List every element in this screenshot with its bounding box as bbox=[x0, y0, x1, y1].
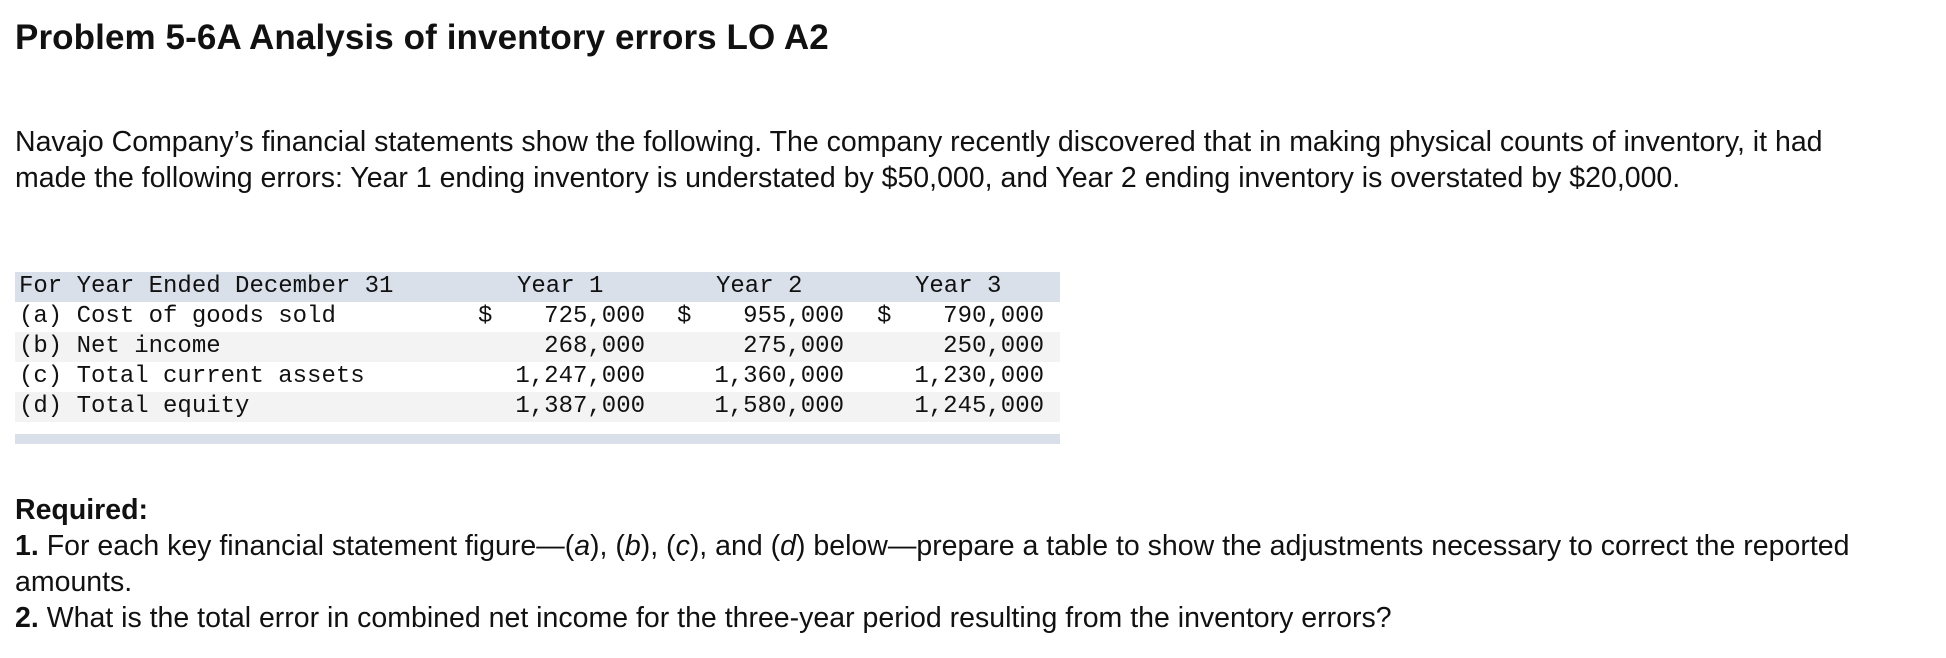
problem-title: Problem 5-6A Analysis of inventory errors LO A2 bbox=[15, 18, 829, 57]
item-number: 1. bbox=[15, 530, 39, 562]
financial-data-table bbox=[15, 272, 1060, 444]
value-year1: 1,387,000 bbox=[515, 393, 645, 420]
value-year1: 268,000 bbox=[544, 333, 645, 360]
value-year1: 725,000 bbox=[544, 303, 645, 330]
value-year3: 790,000 bbox=[943, 303, 1044, 330]
required-heading: Required: bbox=[15, 494, 149, 526]
required-section bbox=[15, 492, 1935, 636]
item-text: For each key financial statement figure—( bbox=[38, 530, 575, 562]
row-label: (c) Total current assets bbox=[19, 363, 365, 390]
value-year1: 1,247,000 bbox=[515, 363, 645, 390]
row-label: (b) Net income bbox=[19, 333, 221, 360]
value-year2: 955,000 bbox=[743, 303, 844, 330]
header-label: For Year Ended December 31 bbox=[19, 273, 394, 300]
value-year2: 1,360,000 bbox=[714, 363, 844, 390]
table-row-total-equity bbox=[15, 392, 1060, 422]
value-year3: 1,245,000 bbox=[914, 393, 1044, 420]
header-year1: Year 1 bbox=[517, 273, 604, 300]
table-footer-bar bbox=[15, 434, 1060, 444]
row-label: (d) Total equity bbox=[19, 393, 250, 420]
value-year2: 1,580,000 bbox=[714, 393, 844, 420]
item-text: ), and ( bbox=[689, 530, 781, 562]
table-row-net-income bbox=[15, 332, 1060, 362]
item-text: ), ( bbox=[590, 530, 625, 562]
figure-letter: d bbox=[780, 530, 796, 562]
problem-intro: Navajo Company’s financial statements show the following. The company recently discovered that in making physical counts of inventory, it had made the following errors: Year 1 ending inventory is understated by $50,000, and Year 2 ending inventory is overstated by $20,000. bbox=[15, 126, 1823, 194]
table-row-total-current-assets bbox=[15, 362, 1060, 392]
item-number: 2. bbox=[15, 602, 39, 634]
table-header-row bbox=[15, 272, 1060, 302]
item-text: ), ( bbox=[640, 530, 676, 562]
item-text: What is the total error in combined net income for the three-year period resulting from the inventory errors? bbox=[38, 602, 1392, 634]
figure-letter: b bbox=[624, 530, 641, 562]
figure-letter: a bbox=[574, 530, 591, 562]
required-item-2 bbox=[15, 600, 1935, 636]
header-year2: Year 2 bbox=[716, 273, 803, 300]
currency-symbol: $ bbox=[877, 303, 892, 330]
table-row-cost-of-goods-sold bbox=[15, 302, 1060, 332]
currency-symbol: $ bbox=[478, 303, 493, 330]
row-label: (a) Cost of goods sold bbox=[19, 303, 336, 330]
value-year3: 250,000 bbox=[943, 333, 1044, 360]
currency-symbol: $ bbox=[677, 303, 692, 330]
value-year3: 1,230,000 bbox=[914, 363, 1044, 390]
header-year3: Year 3 bbox=[915, 273, 1002, 300]
item-text: ) below—prepare a table to show the adjustments necessary to correct the reported amounts. bbox=[15, 530, 1850, 598]
required-item-1 bbox=[15, 528, 1935, 600]
value-year2: 275,000 bbox=[743, 333, 844, 360]
figure-letter: c bbox=[675, 530, 690, 562]
